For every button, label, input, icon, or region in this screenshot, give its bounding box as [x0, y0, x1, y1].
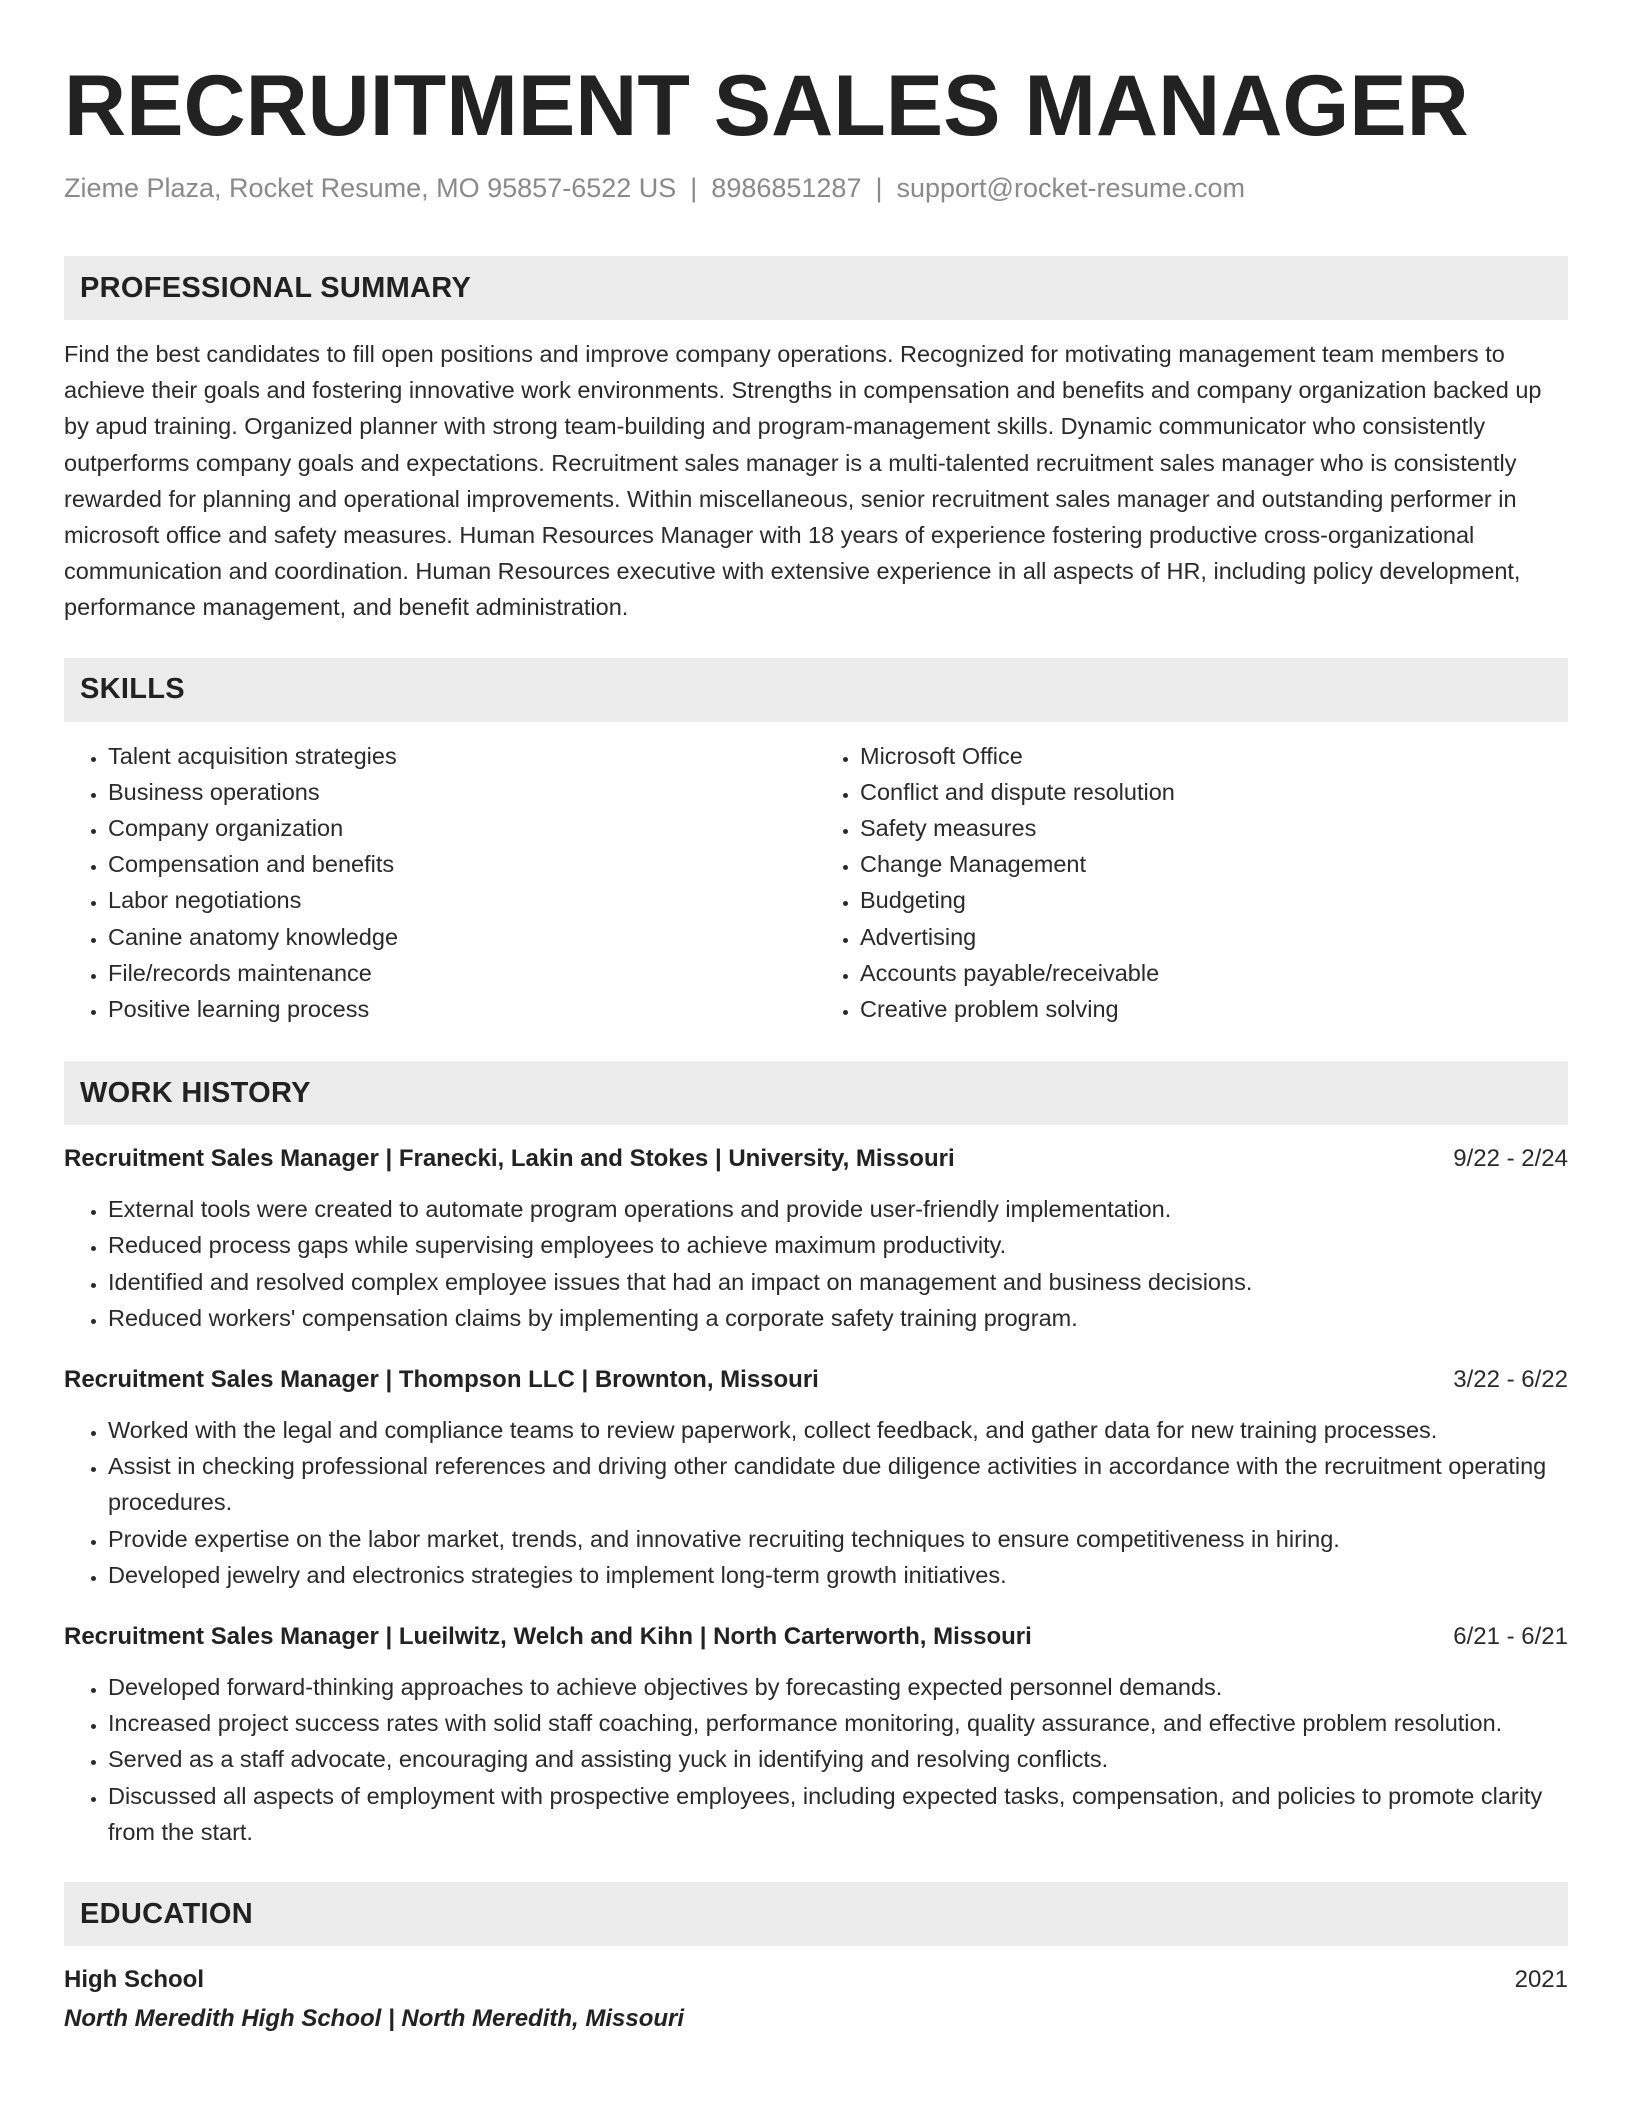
- education-heading: EDUCATION: [64, 1882, 1568, 1946]
- skills-column-left: [64, 738, 816, 1028]
- job-title: Recruitment Sales Manager | Franecki, Lakin and Stokes | University, Missouri: [64, 1145, 955, 1173]
- job-bullet: • Reduced workers' compensation claims by implementing a corporate safety training program.: [108, 1300, 1568, 1336]
- job-bullet: • Discussed all aspects of employment with prospective employees, including expected tasks, compensation, and policies to promote clarity from the start.: [108, 1778, 1568, 1850]
- job-bullets: [64, 1669, 1568, 1850]
- contact-line: [64, 170, 1568, 206]
- skills-list: [64, 738, 1568, 1028]
- skill-item: • File/records maintenance: [108, 955, 816, 991]
- skill-item: • Business operations: [108, 774, 816, 810]
- skill-item: • Creative problem solving: [860, 991, 1568, 1027]
- job-dates: 3/22 - 6/22: [1453, 1366, 1568, 1394]
- summary-heading: PROFESSIONAL SUMMARY: [64, 256, 1568, 320]
- skill-item: • Canine anatomy knowledge: [108, 919, 816, 955]
- job-entry: [64, 1362, 1568, 1593]
- job-bullet: • Increased project success rates with solid staff coaching, performance monitoring, quality assurance, and effective problem resolution.: [108, 1705, 1568, 1741]
- job-entry: [64, 1619, 1568, 1850]
- skill-item: • Company organization: [108, 810, 816, 846]
- skill-item: • Change Management: [860, 846, 1568, 882]
- job-header: [64, 1619, 1568, 1655]
- job-bullet: • Assist in checking professional references and driving other candidate due diligence activities in accordance with the recruitment operating procedures.: [108, 1448, 1568, 1520]
- skill-item: • Microsoft Office: [860, 738, 1568, 774]
- job-bullet: • Reduced process gaps while supervising employees to achieve maximum productivity.: [108, 1227, 1568, 1263]
- summary-text: Find the best candidates to fill open positions and improve company operations. Recognized for motivating management team members to achieve their goals and fostering innovative work environments. Strengths in compensation and benefits and company organization backed up by apud training. Organized planner with strong team-building and program-management skills. Dynamic communicator who consistently outperforms company goals and expectations. Recruitment sales manager is a multi-talented recruitment sales manager who is consistently rewarded for planning and operational improvements. Within miscellaneous, senior recruitment sales manager and outstanding performer in microsoft office and safety measures. Human Resources Manager with 18 years of experience fostering productive cross-organizational communication and coordination. Human Resources executive with extensive experience in all aspects of HR, including policy development, performance management, and benefit administration.: [64, 341, 1542, 621]
- job-dates: 9/22 - 2/24: [1453, 1145, 1568, 1173]
- job-bullet: • Served as a staff advocate, encouraging and assisting yuck in identifying and resolving conflicts.: [108, 1741, 1568, 1777]
- job-bullet: • Identified and resolved complex employee issues that had an impact on management and business decisions.: [108, 1264, 1568, 1300]
- skill-item: • Budgeting: [860, 882, 1568, 918]
- skill-item: • Conflict and dispute resolution: [860, 774, 1568, 810]
- job-bullets: [64, 1191, 1568, 1336]
- contact-address: Zieme Plaza, Rocket Resume, MO 95857-6522 US: [64, 173, 677, 203]
- skill-item: • Advertising: [860, 919, 1568, 955]
- contact-email: support@rocket-resume.com: [896, 173, 1246, 203]
- skill-item: • Talent acquisition strategies: [108, 738, 816, 774]
- job-header: [64, 1141, 1568, 1177]
- contact-phone: 8986851287: [711, 173, 862, 203]
- skill-item: • Positive learning process: [108, 991, 816, 1027]
- job-bullets: [64, 1412, 1568, 1593]
- job-bullet: • Developed forward-thinking approaches to achieve objectives by forecasting expected personnel demands.: [108, 1669, 1568, 1705]
- job-header: [64, 1362, 1568, 1398]
- education-year: 2021: [1514, 1966, 1568, 1994]
- job-entry: [64, 1141, 1568, 1336]
- education-header: [64, 1962, 1568, 1998]
- skill-item: • Accounts payable/receivable: [860, 955, 1568, 991]
- job-dates: 6/21 - 6/21: [1453, 1623, 1568, 1651]
- job-bullet: • Developed jewelry and electronics strategies to implement long-term growth initiatives.: [108, 1557, 1568, 1593]
- job-bullet: • Provide expertise on the labor market, trends, and innovative recruiting techniques to ensure competitiveness in hiring.: [108, 1521, 1568, 1557]
- skill-item: • Labor negotiations: [108, 882, 816, 918]
- job-title: Recruitment Sales Manager | Thompson LLC | Brownton, Missouri: [64, 1366, 819, 1394]
- education-school: North Meredith High School | North Meredith, Missouri: [64, 2005, 685, 2033]
- education-degree: High School: [64, 1966, 204, 1994]
- skill-item: • Compensation and benefits: [108, 846, 816, 882]
- job-bullet: • External tools were created to automate program operations and provide user-friendly implementation.: [108, 1191, 1568, 1227]
- job-bullet: • Worked with the legal and compliance teams to review paperwork, collect feedback, and gather data for new training processes.: [108, 1412, 1568, 1448]
- contact-separator: |: [875, 173, 883, 203]
- work-history-heading: WORK HISTORY: [64, 1061, 1568, 1125]
- skills-heading: SKILLS: [64, 658, 1568, 722]
- job-title: Recruitment Sales Manager | Lueilwitz, Welch and Kihn | North Carterworth, Missouri: [64, 1623, 1032, 1651]
- skill-item: • Safety measures: [860, 810, 1568, 846]
- skills-column-right: [816, 738, 1568, 1028]
- contact-separator: |: [690, 173, 698, 203]
- resume-name: RECRUITMENT SALES MANAGER: [64, 58, 1469, 154]
